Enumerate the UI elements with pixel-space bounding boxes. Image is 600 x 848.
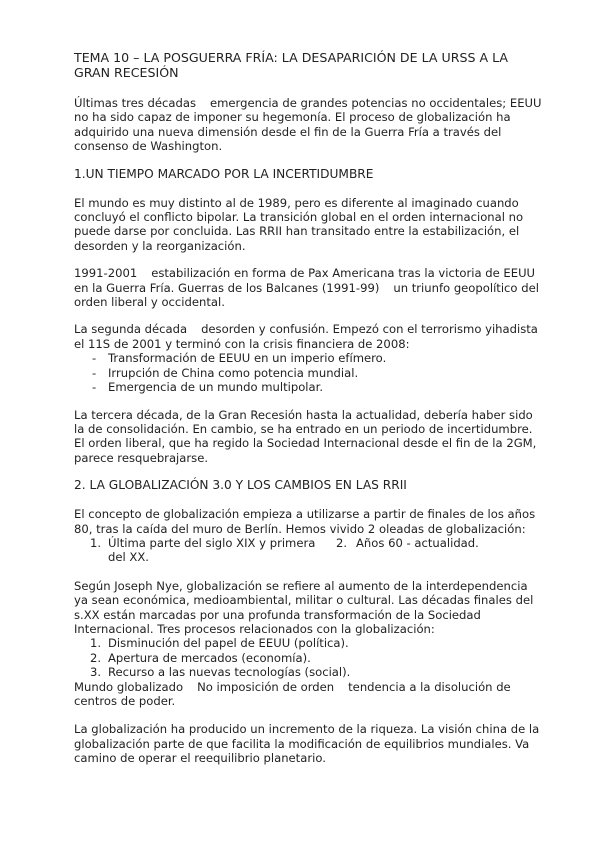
section-2-paragraph-4: La globalización ha producido un incremento de la riqueza. La visión china de la globalización parte de que facilita la modificación de equilibrios mundiales. Va camino de operar el reequilibrio planetario. bbox=[74, 722, 540, 766]
list-item: 2. Apertura de mercados (economía). bbox=[90, 650, 311, 665]
section-2-paragraph-2: Según Joseph Nye, globalización se refiere al aumento de la interdependencia ya sean económica, medioambiental, militar o cultural. Las décadas finales del s.XX están marcadas por una profunda transformación de la Sociedad Internacional. Tres procesos relacionados con la globalización: bbox=[74, 578, 534, 636]
section-2-paragraph-1: El concepto de globalización empieza a utilizarse a partir de finales de los años 80, tras la caída del muro de Berlín. Hemos vivido 2 oleadas de globalización: bbox=[74, 507, 536, 536]
section-1-paragraph-1: El mundo es muy distinto al de 1989, pero es diferente al imaginado cuando concluyó el conflicto bipolar. La transición global en el orden internacional no puede darse por concluida. Las RRII han transitado entre la estabilización, el desorden y la reorganización. bbox=[74, 195, 524, 253]
list-item: - Transformación de EEUU en un imperio efímero. bbox=[74, 351, 544, 365]
intro-body: emergencia de grandes potencias no occidentales; EEUU no ha sido capaz de imponer su hegemonía. El proceso de globalización ha adquirido una nueva dimensión desde el fin de la Guerra Fría a través del consenso de Washington. bbox=[74, 96, 542, 154]
intro-paragraph bbox=[74, 96, 544, 154]
section-1-title: 1.UN TIEMPO MARCADO POR LA INCERTIDUMBRE bbox=[74, 166, 374, 181]
list-item: - Emergencia de un mundo multipolar. bbox=[74, 380, 544, 394]
second-decade-text: desorden y confusión. Empezó con el terrorismo yihadista el 11S de 2001 y terminó con la crisis financiera de 2008: bbox=[74, 322, 538, 351]
period-label-1991-2001: 1991-2001 bbox=[74, 266, 138, 281]
globalization-waves-list bbox=[74, 536, 544, 565]
list-item: 3. Recurso a las nuevas tecnologías (social). bbox=[90, 665, 351, 680]
list-item: 1. Disminución del papel de EEUU (política). bbox=[90, 636, 349, 651]
section-2-paragraph-3: Mundo globalizado No imposición de orden tendencia a la disolución de centros de poder. bbox=[74, 679, 511, 708]
section-1-paragraph-4: La tercera década, de la Gran Recesión hasta la actualidad, debería haber sido la de consolidación. En cambio, se ha entrado en un periodo de incertidumbre. El orden liberal, que ha regido la Sociedad Internacional desde el fin de la 2GM, parece resquebrajarse. bbox=[74, 407, 537, 465]
period-text-b: un triunfo geopolítico del orden liberal y occidental. bbox=[74, 280, 539, 310]
list-item: 2. Años 60 - actualidad. bbox=[336, 535, 479, 550]
list-item: - Irrupción de China como potencia mundial. bbox=[74, 366, 544, 380]
list-item: 1. Última parte del siglo XIX y primera del XX. bbox=[90, 535, 316, 565]
section-1-paragraph-2 bbox=[74, 266, 544, 309]
document-title: TEMA 10 – LA POSGUERRA FRÍA: LA DESAPARICIÓN DE LA URSS A LA GRAN RECESIÓN bbox=[74, 50, 508, 80]
section-1-paragraph-3 bbox=[74, 322, 544, 351]
second-decade-label: La segunda década bbox=[74, 322, 188, 337]
document-page bbox=[74, 50, 544, 779]
globalization-process-list bbox=[74, 636, 544, 679]
intro-lead: Últimas tres décadas bbox=[74, 96, 196, 110]
section-2-title: 2. LA GLOBALIZACIÓN 3.0 Y LOS CAMBIOS EN LAS RRII bbox=[74, 478, 407, 493]
period-text-a: estabilización en forma de Pax Americana tras la victoria de EEUU en la Guerra Fría. Guerras de los Balcanes (1991-99) bbox=[74, 266, 536, 295]
second-decade-list bbox=[74, 351, 544, 394]
